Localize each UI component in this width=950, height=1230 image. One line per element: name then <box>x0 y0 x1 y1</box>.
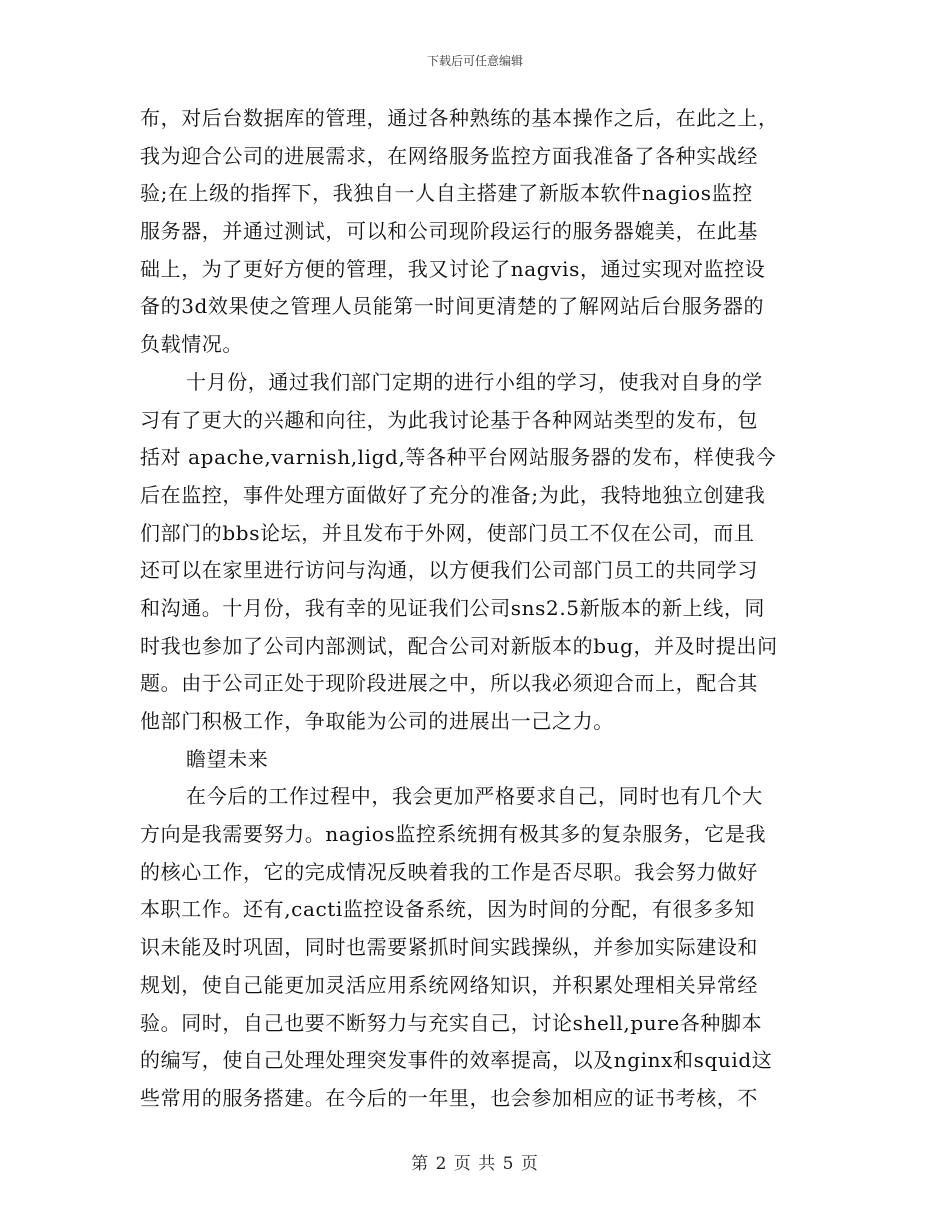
text-line: 时我也参加了公司内部测试，配合公司对新版本的bug，并及时提出问 <box>140 633 778 658</box>
page-number-footer: 第 2 页 共 5 页 <box>411 1154 539 1174</box>
text-line: 括对 apache,varnish,ligd,等各种平台网站服务器的发布，样使我今 <box>140 445 777 470</box>
text-line: 和沟通。十月份，我有幸的见证我们公司sns2.5新版本的新上线，同 <box>140 595 766 620</box>
text-line: 题。由于公司正处于现阶段进展之中，所以我必须迎合而上，配合其 <box>140 671 758 696</box>
text-line: 后在监控，事件处理方面做好了充分的准备;为此，我特地独立创建我 <box>140 482 766 507</box>
paragraph-start-line: 在今后的工作过程中，我会更加严格要求自己，同时也有几个大 <box>186 784 763 809</box>
page-header: 下载后可任意编辑 <box>426 54 523 68</box>
text-line: 的核心工作，它的完成情况反映着我的工作是否尽职。我会努力做好 <box>140 859 758 884</box>
text-line: 础上，为了更好方便的管理，我又讨论了nagvis，通过实现对监控设 <box>140 256 766 281</box>
text-line: 我为迎合公司的进展需求，在网络服务监控方面我准备了各种实战经 <box>140 143 758 168</box>
text-line: 识未能及时巩固，同时也需要紧抓时间实践操纵，并参加实际建设和 <box>140 935 758 960</box>
text-line: 负载情况。 <box>140 332 243 357</box>
text-line: 布，对后台数据库的管理，通过各种熟练的基本操作之后，在此之上， <box>140 106 779 130</box>
text-line: 的编写，使自己处理处理突发事件的效率提高，以及nginx和squid这 <box>140 1048 773 1073</box>
text-line: 服务器，并通过测试，可以和公司现阶段运行的服务器媲美，在此基 <box>140 219 758 244</box>
section-heading: 瞻望未来 <box>186 746 269 771</box>
text-line: 他部门积极工作，争取能为公司的进展出一己之力。 <box>140 709 614 733</box>
text-line: 验;在上级的指挥下，我独自一人自主搭建了新版本软件nagios监控 <box>140 181 753 206</box>
text-line: 习有了更大的兴趣和向往，为此我讨论基于各种网站类型的发布，包 <box>140 407 758 432</box>
text-line: 验。同时，自己也要不断努力与充实自己，讨论shell,pure各种脚本 <box>140 1010 763 1035</box>
text-line: 本职工作。还有,cacti监控设备系统，因为时间的分配，有很多多知 <box>140 897 755 922</box>
text-line: 些常用的服务搭建。在今后的一年里，也会参加相应的证书考核，不 <box>140 1085 758 1110</box>
paragraph-start-line: 十月份，通过我们部门定期的进行小组的学习，使我对自身的学 <box>186 369 763 394</box>
text-line: 方向是我需要努力。nagios监控系统拥有极其多的复杂服务，它是我 <box>140 822 767 847</box>
text-line: 还可以在家里进行访问与沟通，以方便我们公司部门员工的共同学习 <box>140 558 758 583</box>
text-line: 备的3d效果使之管理人员能第一时间更清楚的了解网站后台服务器的 <box>140 294 765 319</box>
text-line: 规划，使自己能更加灵活应用系统网络知识，并积累处理相关异常经 <box>140 972 758 997</box>
document-body <box>140 100 812 1118</box>
text-line: 们部门的bbs论坛，并且发布于外网，使部门员工不仅在公司，而且 <box>140 520 755 545</box>
